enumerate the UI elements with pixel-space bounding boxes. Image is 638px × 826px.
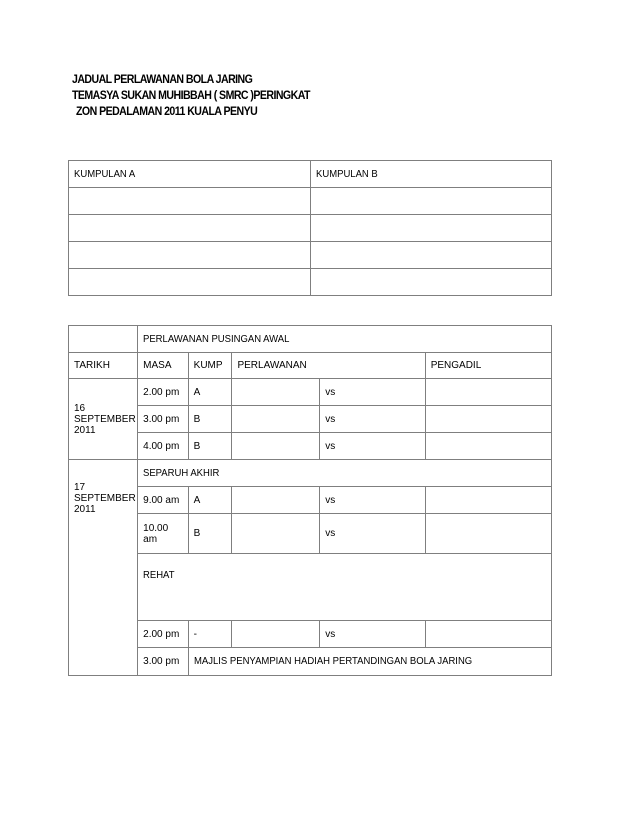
groups-table [68,160,552,296]
group-cell: B [188,433,232,460]
group-cell: A [188,487,232,514]
group-b-cell [311,269,552,296]
header-perlawanan: PERLAWANAN [232,353,425,379]
title-line-3: ZON PEDALAMAN 2011 KUALA PENYU [76,106,258,118]
time-cell: 10.00 am [138,514,189,554]
referee-cell [425,433,551,460]
group-b-cell [311,215,552,242]
round-label: PERLAWANAN PUSINGAN AWAL [138,326,552,353]
team-left [232,433,320,460]
referee-cell [425,406,551,433]
header-tarikh: TARIKH [69,353,138,379]
time-cell: 9.00 am [138,487,189,514]
table-row [69,215,552,242]
semifinal-label: SEPARUH AKHIR [138,460,552,487]
time-cell: 3.00 pm [138,406,189,433]
header-row [69,353,552,379]
table-row [69,514,552,554]
groups-header-row [69,161,552,188]
ceremony-label: MAJLIS PENYAMPIAN HADIAH PERTANDINGAN BOLA JARING [188,648,551,676]
group-a-cell [69,269,311,296]
table-row [69,433,552,460]
break-row [69,554,552,621]
vs-cell: vs [320,433,425,460]
table-row [69,269,552,296]
referee-cell [425,514,551,554]
title-line-1: JADUAL PERLAWANAN BOLA JARING [72,74,253,86]
time-cell: 2.00 pm [138,379,189,406]
semifinal-label-row [69,460,552,487]
group-cell: A [188,379,232,406]
table-row [69,379,552,406]
group-cell: B [188,514,232,554]
schedule-table [68,325,552,676]
title-line-2: TEMASYA SUKAN MUHIBBAH ( SMRC )PERINGKAT [72,90,310,102]
date-cell: 16 SEPTEMBER 2011 [69,379,138,460]
referee-cell [425,621,551,648]
referee-cell [425,487,551,514]
group-a-header: KUMPULAN A [69,161,311,188]
time-cell: 2.00 pm [138,621,189,648]
date-cell: 17 SEPTEMBER 2011 [69,460,138,676]
team-left [232,621,320,648]
table-row [69,406,552,433]
team-left [232,379,320,406]
header-masa: MASA [138,353,189,379]
vs-cell: vs [320,621,425,648]
round-label-row [69,326,552,353]
group-a-cell [69,215,311,242]
group-cell: B [188,406,232,433]
ceremony-row [69,648,552,676]
vs-cell: vs [320,514,425,554]
team-left [232,487,320,514]
table-row [69,242,552,269]
vs-cell: vs [320,487,425,514]
referee-cell [425,379,551,406]
group-cell: - [188,621,232,648]
break-label: REHAT [138,554,552,621]
table-row [69,487,552,514]
vs-cell: vs [320,379,425,406]
group-a-cell [69,242,311,269]
vs-cell: vs [320,406,425,433]
group-a-cell [69,188,311,215]
group-b-cell [311,188,552,215]
empty-cell [69,326,138,353]
group-b-header: KUMPULAN B [311,161,552,188]
group-b-cell [311,242,552,269]
time-cell: 3.00 pm [138,648,189,676]
header-kump: KUMP [188,353,232,379]
table-row [69,188,552,215]
header-pengadil: PENGADIL [425,353,551,379]
team-left [232,514,320,554]
team-left [232,406,320,433]
table-row [69,621,552,648]
time-cell: 4.00 pm [138,433,189,460]
